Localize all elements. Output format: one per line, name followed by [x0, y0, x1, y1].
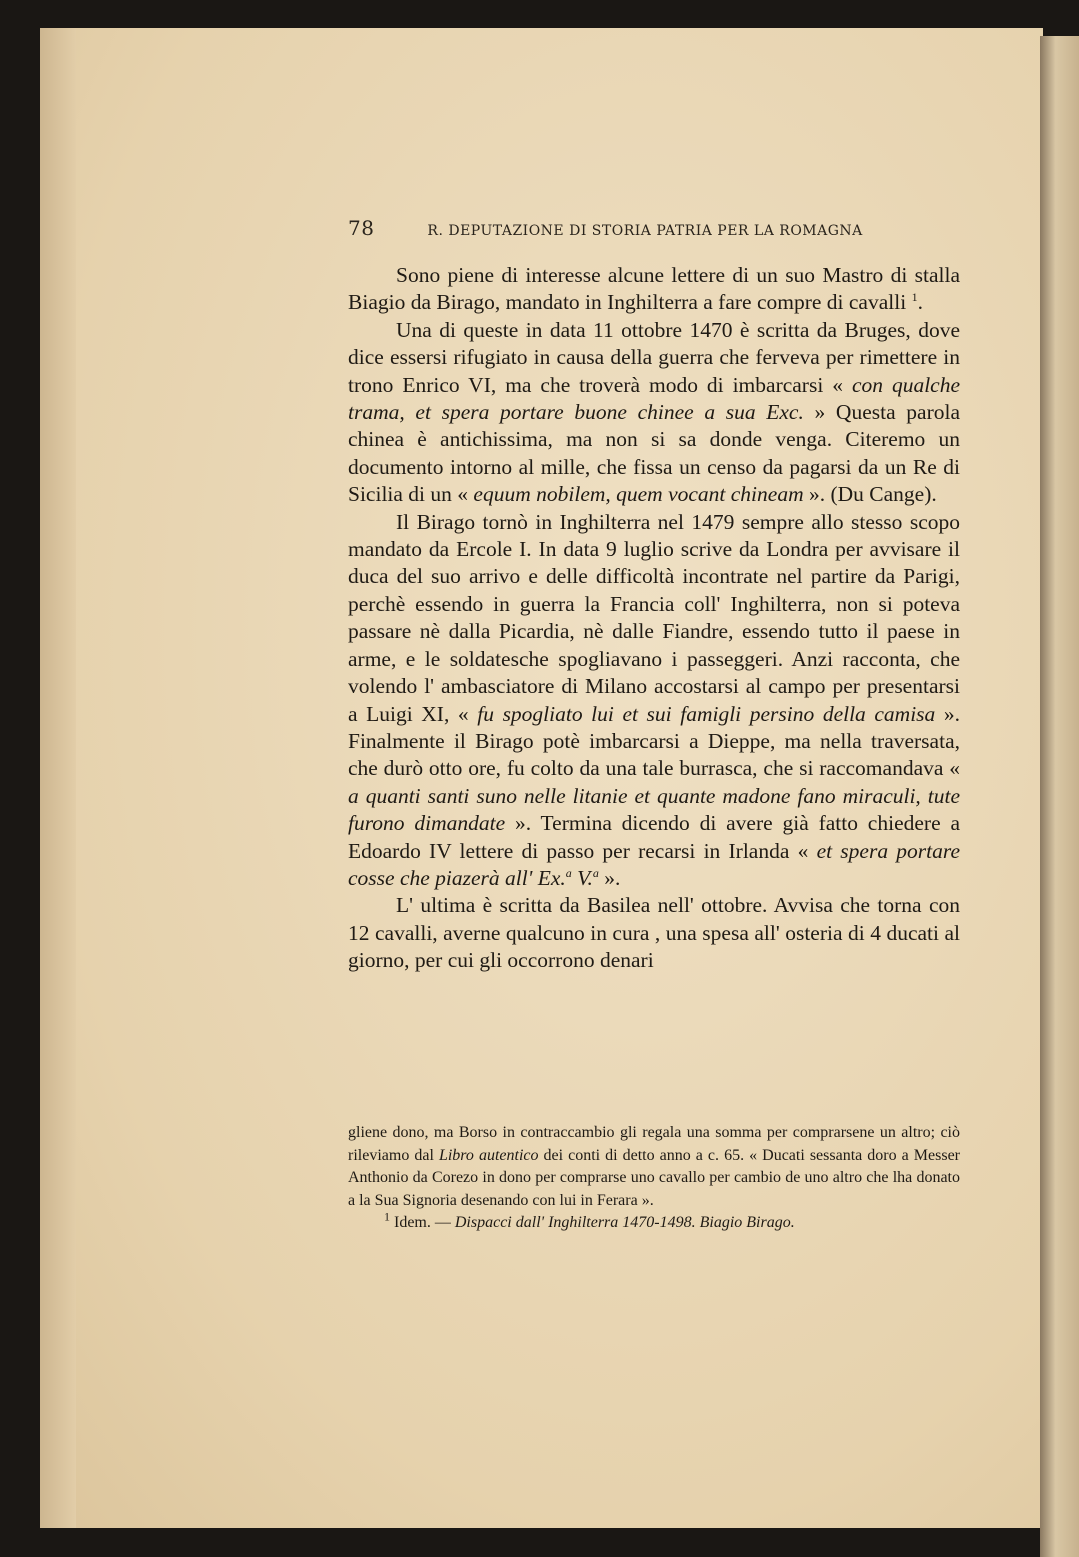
p3-sup-1: a: [565, 865, 572, 880]
footnote-continuation: [348, 1122, 960, 1212]
fnc-c: dei conti di detto anno a c. 65. « Ducati sessanta doro a Messer Anthonio da Corezo in dono per comprarse uno cavallo per cambio de uno altro che lha donato a la Sua Signoria desenando con lui in Ferara ».: [348, 1146, 961, 1209]
paragraph-3: [348, 509, 960, 893]
paragraph-1: [348, 262, 960, 317]
p3-quote-1: fu spogliato lui et sui famigli persino della camisa: [477, 701, 936, 726]
paragraph-4: L' ultima è scritta da Basilea nell' ottobre. Avvisa che torna con 12 cavalli, averne qualcuno in cura , una spesa all' osteria di 4 ducati al giorno, per cui gli occorrono denari: [348, 893, 960, 973]
footnote-ref-1: 1: [911, 290, 918, 305]
page-gutter: [40, 28, 76, 1528]
page-number: 78: [348, 216, 375, 240]
p3-sup-2: a: [592, 865, 599, 880]
p3-quote-2: a quanti santi suno nelle litanie et quante madone fano miraculi, tute furono dimandate: [348, 783, 960, 836]
p3-e: ». Termina dicendo di avere già fatto chiedere a Edoardo IV lettere di passo per recarsi in Irlanda «: [348, 811, 960, 863]
p2-a: Una di queste in data 11 ottobre 1470 è scritta da Bruges, dove dice essersi rifugiato in causa della guerra che ferveva per rimettere in trono Enrico VI, ma che troverà modo di imbarcarsi «: [348, 317, 960, 397]
p3-f2: V.: [571, 865, 593, 890]
fn1-a: Idem. —: [390, 1214, 455, 1231]
footnote-1-mark: 1: [384, 1209, 390, 1224]
p2-quote-2: equum nobilem, quem vocant chineam: [473, 482, 804, 507]
p2-quote-1: con qualche trama, et spera portare buone chinee a sua Exc.: [348, 372, 960, 425]
main-text: [348, 262, 960, 975]
running-title: R. DEPUTAZIONE DI STORIA PATRIA PER LA ROMAGNA: [427, 223, 863, 239]
next-page-edge: [1040, 36, 1079, 1557]
p2-e: ». (Du Cange).: [803, 482, 937, 507]
p3-f: et spera portare cosse che piazerà all' Ex.: [348, 838, 961, 890]
p1-end: .: [917, 290, 923, 315]
p2-c: » Questa parola chinea è antichissima, ma non si sa donde venga. Citeremo un documento intorno al mille, che fissa un censo da pagarsi da un Re di Sicilia di un «: [348, 400, 961, 507]
footnote-1: [348, 1209, 960, 1235]
fnc-b: Libro autentico: [438, 1146, 539, 1164]
p3-c: ». Finalmente il Birago potè imbarcarsi a Dieppe, ma nella traversata, che durò otto ore, fu colto da una tale burrasca, che si raccomandava «: [348, 701, 961, 781]
footnotes: [348, 1122, 960, 1235]
running-header: [348, 216, 958, 240]
fn1-b: Dispacci dall' Inghilterra 1470-1498. Biagio Birago.: [454, 1214, 795, 1231]
p3-a: Il Birago tornò in Inghilterra nel 1479 sempre allo stesso scopo mandato da Ercole I. In data 9 luglio scrive da Londra per avvisare il duca del suo arrivo e delle difficoltà incontrate nel partire da Parigi, perchè essendo in guerra la Francia coll' Inghilterra, non si poteva passare nè dalla Picardia, nè dalle Fiandre, essendo tutto il paese in arme, e le soldatesche spogliavano i passeggeri. Anzi racconta, che volendo l' ambasciatore di Milano accostarsi al campo per presentarsi a Luigi XI, «: [348, 509, 960, 726]
fnc-a: gliene dono, ma Borso in contraccambio gli regala una somma per comprarsene un altro; ciò rileviamo dal: [348, 1124, 960, 1164]
p3-g: ».: [598, 865, 621, 890]
paragraph-2: [348, 317, 960, 509]
p1-text: Sono piene di interesse alcune lettere di un suo Mastro di stalla Biagio da Birago, mandato in Inghilterra a fare compre di cavalli: [348, 263, 960, 315]
